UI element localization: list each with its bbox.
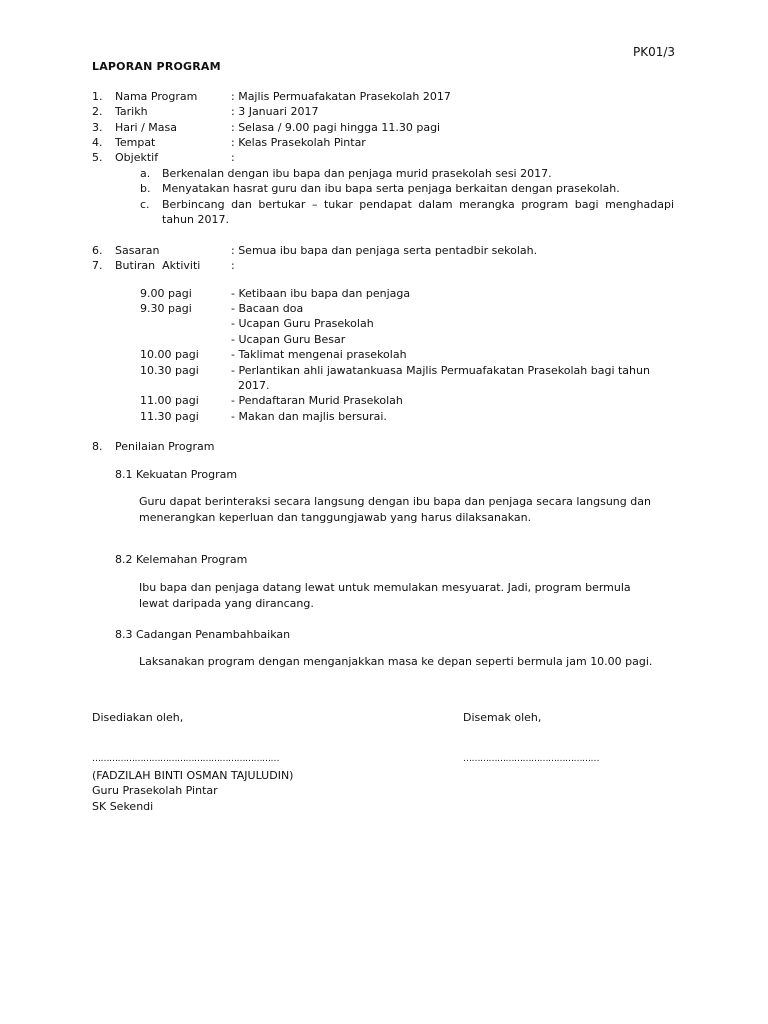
preparer-position: Guru Prasekolah Pintar: [92, 784, 218, 797]
schedule-activity: - Bacaan doa: [231, 302, 304, 315]
info-value: : Kelas Prasekolah Pintar: [231, 136, 366, 149]
info-label: Hari / Masa: [115, 121, 177, 134]
strength-heading: 8.1 Kekuatan Program: [115, 468, 238, 481]
checked-by-label: Disemak oleh,: [463, 711, 542, 724]
suggestion-heading: 8.3 Cadangan Penambahbaikan: [115, 628, 291, 641]
info-value: : Selasa / 9.00 pagi hingga 11.30 pagi: [231, 121, 441, 134]
evaluation-heading: Penilaian Program: [115, 440, 215, 453]
checked-signature-line: …………………………………………: [463, 754, 599, 764]
schedule-time: 11.30 pagi: [140, 410, 199, 423]
objective-text: Menyatakan hasrat guru dan ibu bapa serta penjaga berkaitan dengan prasekolah.: [162, 182, 620, 195]
strength-text: Guru dapat berinteraksi secara langsung dengan ibu bapa dan penjaga secara langsung dan menerangkan keperluan dan tanggungjawab yang harus dilaksanakan.: [139, 495, 651, 524]
weakness-heading: 8.2 Kelemahan Program: [115, 553, 248, 566]
info-label: Sasaran: [115, 244, 160, 257]
objective-text: Berkenalan dengan ibu bapa dan penjaga murid prasekolah sesi 2017.: [162, 167, 552, 180]
objective-letter: c.: [140, 198, 150, 211]
info-value: : 3 Januari 2017: [231, 105, 319, 118]
evaluation-number: 8.: [92, 440, 103, 453]
schedule-activity: - Ucapan Guru Prasekolah: [231, 317, 374, 330]
objective-text: Berbincang dan bertukar – tukar pendapat dalam merangka program bagi menghadapi tahun 2017.: [162, 198, 674, 226]
objective-letter: a.: [140, 167, 151, 180]
document-code: PK01/3: [633, 45, 676, 59]
info-label: Nama Program: [115, 90, 198, 103]
prepared-by-label: Disediakan oleh,: [92, 711, 184, 724]
info-number: 1.: [92, 90, 103, 103]
schedule-activity: - Perlantikan ahli jawatankuasa Majlis Permuafakatan Prasekolah bagi tahun: [231, 364, 650, 377]
info-number: 7.: [92, 259, 103, 272]
info-label: Tempat: [115, 136, 156, 149]
schedule-activity: - Ucapan Guru Besar: [231, 333, 346, 346]
info-number: 3.: [92, 121, 103, 134]
schedule-time: 10.00 pagi: [140, 348, 199, 361]
schedule-time: 9.30 pagi: [140, 302, 192, 315]
schedule-activity: - Taklimat mengenai prasekolah: [231, 348, 407, 361]
preparer-school: SK Sekendi: [92, 800, 154, 813]
info-value: :: [231, 259, 235, 272]
objective-letter: b.: [140, 182, 151, 195]
schedule-time: 9.00 pagi: [140, 287, 192, 300]
info-value: : Semua ibu bapa dan penjaga serta pentadbir sekolah.: [231, 244, 538, 257]
document-title: LAPORAN PROGRAM: [92, 60, 221, 73]
info-label: Objektif: [115, 151, 159, 164]
info-number: 4.: [92, 136, 103, 149]
info-label: Tarikh: [115, 105, 148, 118]
schedule-activity: - Ketibaan ibu bapa dan penjaga: [231, 287, 411, 300]
preparer-name: (FADZILAH BINTI OSMAN TAJULUDIN): [92, 769, 294, 782]
info-number: 5.: [92, 151, 103, 164]
prepared-signature-line: …………………………………………………………: [92, 754, 279, 764]
schedule-activity: - Pendaftaran Murid Prasekolah: [231, 394, 403, 407]
weakness-text: Ibu bapa dan penjaga datang lewat untuk memulakan mesyuarat. Jadi, program bermula lewat daripada yang dirancang.: [139, 581, 631, 610]
info-number: 2.: [92, 105, 103, 118]
schedule-time: 10.30 pagi: [140, 364, 199, 377]
schedule-time: 11.00 pagi: [140, 394, 199, 407]
info-number: 6.: [92, 244, 103, 257]
schedule-activity: - Makan dan majlis bersurai.: [231, 410, 387, 423]
schedule-activity-continued: 2017.: [238, 379, 270, 392]
info-value: : Majlis Permuafakatan Prasekolah 2017: [231, 90, 451, 103]
suggestion-text: Laksanakan program dengan menganjakkan masa ke depan seperti bermula jam 10.00 pagi.: [139, 655, 653, 668]
info-value: :: [231, 151, 235, 164]
info-label: Butiran Aktiviti: [115, 259, 201, 272]
